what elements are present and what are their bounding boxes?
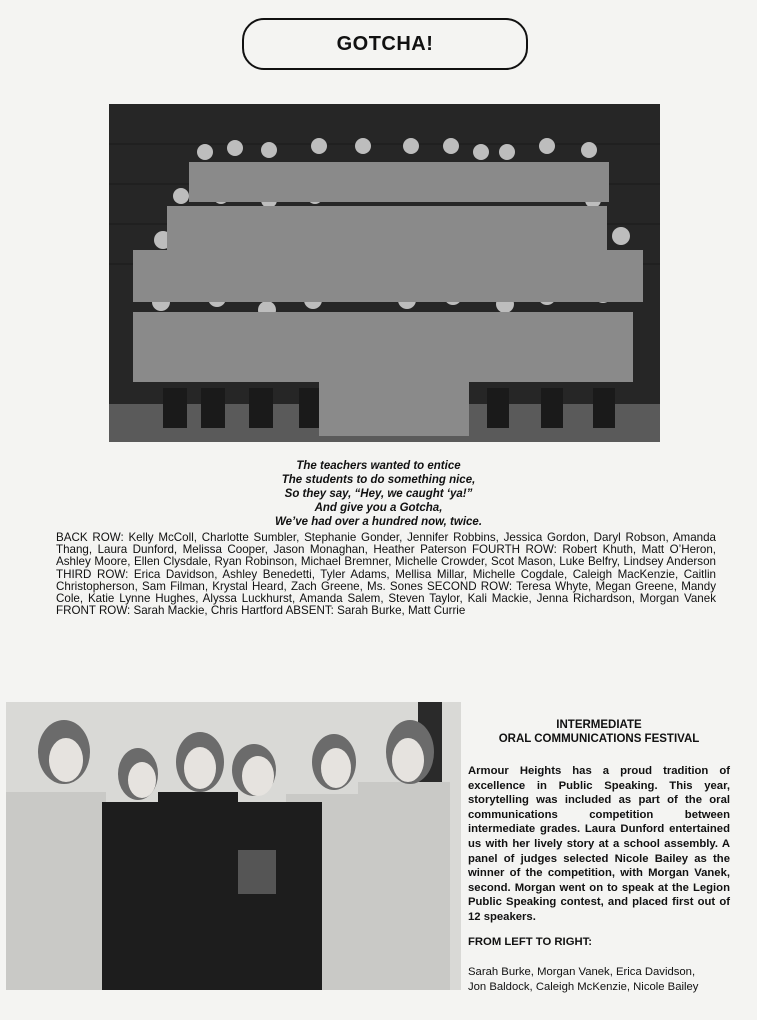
left-to-right-label: FROM LEFT TO RIGHT: — [468, 936, 593, 948]
poem-line: So they say, “Hey, we caught ‘ya!” — [284, 488, 473, 500]
winners-photo-icon — [6, 702, 461, 990]
winners-names-line: Jon Baldock, Caleigh McKenzie, Nicole Bailey — [468, 980, 699, 993]
group-photo-icon — [109, 104, 660, 442]
poem-line: And give you a Gotcha, — [314, 502, 443, 514]
poem-line: We’ve had over a hundred now, twice. — [274, 516, 483, 528]
poem-line: The students to do something nice, — [281, 474, 476, 486]
photo-caption-roster: BACK ROW: Kelly McColl, Charlotte Sumbler, Stephanie Gonder, Jennifer Robbins, Jessica Gordon, Daryl Robson, Amanda Thang, Laura Dunford, Melissa Cooper, Jason Monaghan, Heather Paterson FOURTH ROW: Robert Khuth, Matt O’Heron, Ashley Moore, Ellen Clysdale, Ryan Robinson, Michael Bremner, Michelle Crowder, Scot Mason, Luke Belfry, Lindsey Anderson THIRD ROW: Erica Davidson, Ashley Benedetti, Tyler Adams, Mellisa Millar, Michelle Cogdale, Caleigh MacKenzie, Caitlin Christopherson, Sam Filman, Krystal Heard, Zach Greene, Ms. Sones SECOND ROW: Teresa Whyte, Megan Greene, Mandy Cole, Katie Lynne Hughes, Alyssa Luckhurst, Amanda Salem, Steven Taylor, Kali Mackie, Jenna Richardson, Morgan Vanek FRONT ROW: Sarah Mackie, Chris Hartford ABSENT: Sarah Burke, Matt Currie — [56, 531, 716, 618]
poem-line: The teachers wanted to entice — [296, 460, 461, 472]
group-photo — [109, 104, 660, 442]
festival-heading-line: INTERMEDIATE — [556, 719, 642, 731]
winners-names — [468, 965, 736, 994]
page-title: GOTCHA! — [242, 18, 528, 70]
winners-photo — [6, 702, 461, 990]
poem — [200, 459, 557, 529]
festival-heading — [468, 718, 730, 746]
festival-article: Armour Heights has a proud tradition of excellence in Public Speaking. This year, storytelling was included as part of the oral communications competition between intermediate grades. Laura Dunford entertained us with her lively story at a school assembly. A panel of judges selected Nicole Bailey as the winner of the competition, with Morgan Vanek, second. Morgan went on to speak at the Legion Public Speaking contest, and placed first out of 12 speakers. — [468, 765, 730, 923]
winners-names-line: Sarah Burke, Morgan Vanek, Erica Davidson, — [468, 966, 696, 978]
festival-heading-line: ORAL COMMUNICATIONS FESTIVAL — [498, 733, 700, 745]
